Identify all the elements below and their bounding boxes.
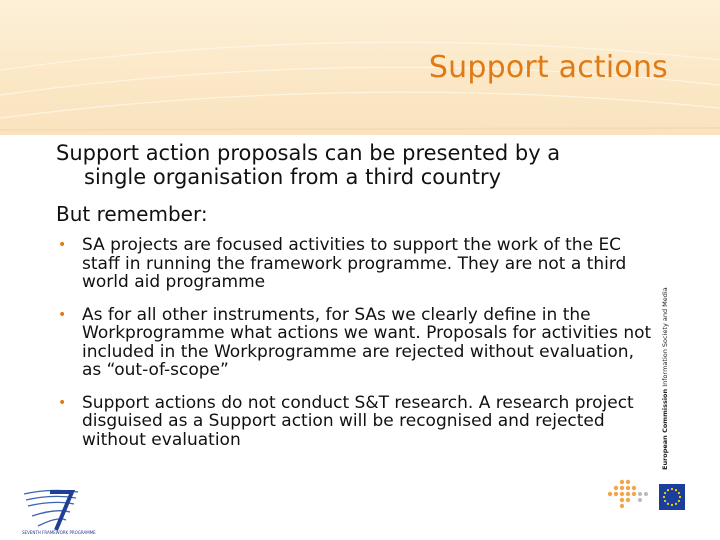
bullet-symbol: • bbox=[58, 306, 67, 323]
dot-cluster-icon bbox=[608, 478, 654, 512]
remember-heading: But remember: bbox=[56, 202, 208, 226]
eu-flag-icon bbox=[659, 484, 685, 510]
ec-side-label bbox=[661, 287, 669, 470]
bullet-text: Support actions do not conduct S&T research. A research project disguised as a Support action will be recognised and rejected without evaluation bbox=[82, 392, 634, 450]
bullet-text: As for all other instruments, for SAs we clearly define in the Workprogramme what actions we want. Proposals for activities not included in the Workprogramme are rejected without evaluation, as “out-of-scope” bbox=[82, 304, 652, 380]
intro-line-2: single organisation from a third country bbox=[84, 165, 502, 189]
fp7-caption: SEVENTH FRAMEWORK PROGRAMME bbox=[22, 530, 96, 535]
bullet-item bbox=[56, 306, 656, 380]
slide-title: Support actions bbox=[428, 50, 668, 85]
bullet-list bbox=[56, 236, 656, 463]
intro-line-1: Support action proposals can be presented by a bbox=[56, 141, 561, 165]
bullet-symbol: • bbox=[58, 237, 67, 253]
bullet-symbol: • bbox=[58, 394, 67, 411]
intro-text bbox=[56, 141, 656, 189]
bullet-text: SA projects are focused activities to support the work of the EC staff in running the framework programme. They are not a third world aid programme bbox=[82, 235, 627, 292]
bullet-item bbox=[56, 394, 656, 450]
ec-side-label-bold: European Commission bbox=[661, 388, 669, 470]
bullet-item bbox=[56, 236, 656, 292]
ec-side-label-regular: Information Society and Media bbox=[661, 287, 669, 387]
